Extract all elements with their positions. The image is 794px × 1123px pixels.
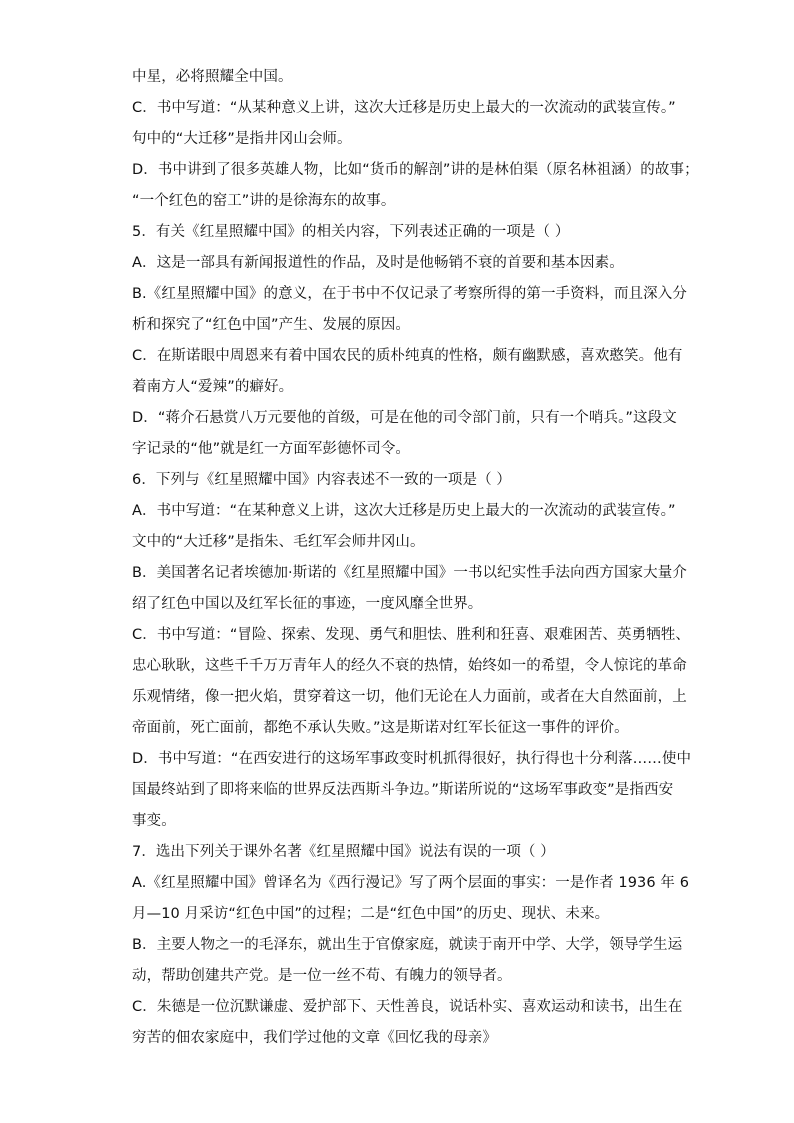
text-line: 乐观情绪，像一把火焰，贯穿着这一切，他们无论在人力面前，或者在大自然面前，上 bbox=[132, 689, 687, 705]
text-line: D．书中写道：“在西安进行的这场军事政变时机抓得很好，执行得也十分利落……使中 bbox=[132, 751, 692, 767]
text-line: 国最终站到了即将来临的世界反法西斯斗争边。”斯诺所说的“这场军事政变”是指西安 bbox=[132, 782, 674, 798]
text-line: “一个红色的窑工”讲的是徐海东的故事。 bbox=[132, 193, 396, 209]
text-line: 字记录的“他”就是红一方面军彭德怀司令。 bbox=[132, 441, 411, 457]
text-line: C．书中写道：“冒险、探索、发现、勇气和胆怯、胜利和狂喜、艰难困苦、英勇牺牲、 bbox=[132, 627, 691, 643]
text-line: 穷苦的佃农家庭中，我们学过他的文章《回忆我的母亲》 bbox=[132, 1030, 497, 1046]
text-line: A．这是一部具有新闻报道性的作品，及时是他畅销不衰的首要和基本因素。 bbox=[132, 255, 624, 271]
text-line: 着南方人“爱辣”的癖好。 bbox=[132, 379, 294, 395]
text-line: 绍了红色中国以及红军长征的事迹，一度风靡全世界。 bbox=[132, 596, 483, 612]
text-line: 句中的“大迁移”是指井冈山会师。 bbox=[132, 131, 352, 147]
text-line: C．朱德是一位沉默谦虚、爱护部下、天性善良，说话朴实、喜欢运动和读书，出生在 bbox=[132, 999, 683, 1015]
text-line: 中星，必将照耀全中国。 bbox=[132, 69, 293, 85]
text-line: 帝面前，死亡面前，都绝不承认失败。”这是斯诺对红军长征这一事件的评价。 bbox=[132, 720, 629, 736]
text-line: B.《红星照耀中国》的意义，在于书中不仅记录了考察所得的第一手资料，而且深入分 bbox=[132, 286, 687, 302]
text-line: C．在斯诺眼中周恩来有着中国农民的质朴纯真的性格，颇有幽默感，喜欢憨笑。他有 bbox=[132, 348, 683, 364]
text-line: 析和探究了“红色中国”产生、发展的原因。 bbox=[132, 317, 411, 333]
text-line: 事变。 bbox=[132, 813, 176, 829]
text-line: 忠心耿耿，这些千千万万青年人的经久不衰的热情，始终如一的希望，令人惊诧的革命 bbox=[132, 658, 687, 674]
text-line: B．主要人物之一的毛泽东，就出生于官僚家庭，就读于南开中学、大学，领导学生运 bbox=[132, 937, 683, 953]
question-6-stem: 6．下列与《红星照耀中国》内容表述不一致的一项是（ ） bbox=[132, 472, 512, 488]
text-line: D．“蒋介石悬赏八万元要他的首级，可是在他的司令部门前，只有一个哨兵。”这段文 bbox=[132, 410, 677, 426]
text-line: 月—10 月采访“红色中国”的过程；二是“红色中国”的历史、现状、未来。 bbox=[132, 906, 610, 922]
text-line: A.《红星照耀中国》曾译名为《西行漫记》写了两个层面的事实：一是作者 1936 年 6 bbox=[132, 875, 690, 891]
question-7-stem: 7．选出下列关于课外名著《红星照耀中国》说法有误的一项（ ） bbox=[132, 844, 555, 860]
text-line: A．书中写道：“在某种意义上讲，这次大迁移是历史上最大的一次流动的武装宣传。” bbox=[132, 503, 676, 519]
document-body bbox=[132, 62, 699, 1054]
text-line: 动，帮助创建共产党。是一位一丝不苟、有魄力的领导者。 bbox=[132, 968, 512, 984]
text-line: C．书中写道：“从某种意义上讲，这次大迁移是历史上最大的一次流动的武装宣传。” bbox=[132, 100, 676, 116]
question-5-stem: 5．有关《红星照耀中国》的相关内容，下列表述正确的一项是（ ） bbox=[132, 224, 570, 240]
text-line: 文中的“大迁移”是指朱、毛红军会师井冈山。 bbox=[132, 534, 425, 550]
text-line: D．书中讲到了很多英雄人物，比如“货币的解剖”讲的是林伯渠（原名林祖涵）的故事； bbox=[132, 162, 699, 178]
text-line: B．美国著名记者埃德加·斯诺的《红星照耀中国》一书以纪实性手法向西方国家大量介 bbox=[132, 565, 687, 581]
